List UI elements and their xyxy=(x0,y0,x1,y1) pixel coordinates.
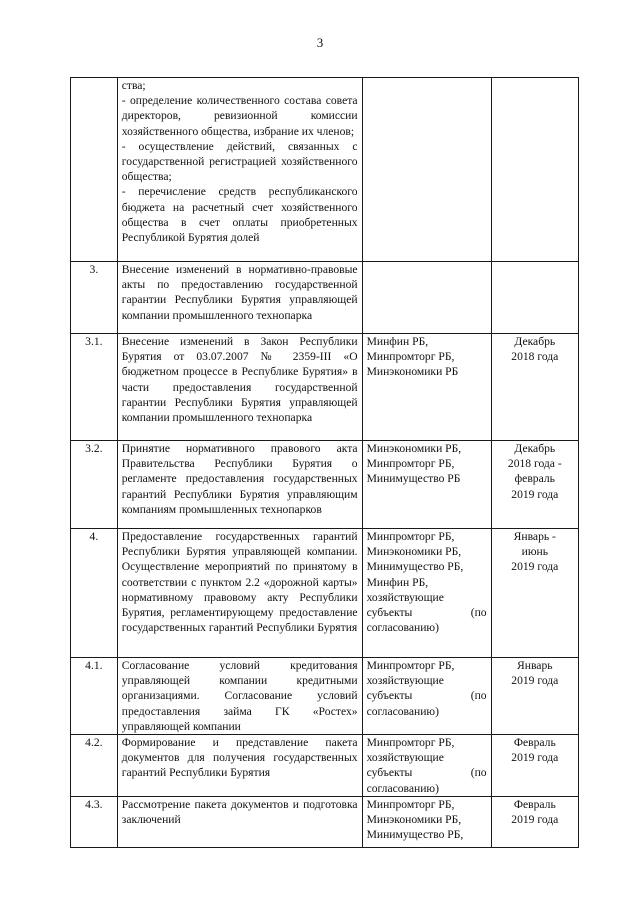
responsible-cell: Минпромторг РБ, Минэкономики РБ, Минимущество РБ, Минфин РБ, хозяйствующие субъекты (по согласованию) xyxy=(362,529,491,658)
table-row xyxy=(71,262,579,334)
action-cell: ства; - определение количественного состава совета директоров, ревизионной комиссии хозяйственного общества, избрание их членов; - осуществление действий, связанных с государственной регистрацией хозяйственного общества; - перечисление средств республиканского бюджета на расчетный счет хозяйственного общества в счет оплаты приобретенных Республикой Бурятия долей xyxy=(117,78,362,262)
action-cell: Предоставление государственных гарантий Республики Бурятия управляющей компании. Осуществление мероприятий по принятому в соответствии с пунктом 2.2 «дорожной карты» нормативному правовому акту Республики Бурятия, регламентирующему предоставление государственных гарантий Республики Бурятия xyxy=(117,529,362,658)
row-number: 4.2. xyxy=(71,735,118,797)
action-cell: Внесение изменений в Закон Республики Бурятия от 03.07.2007 № 2359-III «О бюджетном процессе в Республике Бурятия» в части предоставления государственной гарантии Республики Бурятия управляющей компании промышленного технопарка xyxy=(117,334,362,441)
action-cell: Формирование и представление пакета документов для получения государственных гарантий Республики Бурятия xyxy=(117,735,362,797)
deadline-cell: Декабрь 2018 года - февраль 2019 года xyxy=(491,441,578,529)
deadline-cell xyxy=(491,262,578,334)
action-cell: Внесение изменений в нормативно-правовые акты по предоставлению государственной гарантии Республики Бурятия управляющей компании промышленного технопарка xyxy=(117,262,362,334)
page-number: 3 xyxy=(316,35,324,50)
table-row xyxy=(71,529,579,658)
action-cell: Принятие нормативного правового акта Правительства Республики Бурятия о регламенте предоставления государственных гарантий Республики Бурятия управляющим компаниям промышленных технопарков xyxy=(117,441,362,529)
deadline-cell: Февраль 2019 года xyxy=(491,796,578,847)
row-number: 3.2. xyxy=(71,441,118,529)
responsible-cell: Минэкономики РБ, Минпромторг РБ, Минимущество РБ xyxy=(362,441,491,529)
deadline-cell xyxy=(491,78,578,262)
table-row xyxy=(71,658,579,735)
row-number xyxy=(71,78,118,262)
row-number: 4.1. xyxy=(71,658,118,735)
responsible-cell: Минпромторг РБ, хозяйствующие субъекты (по согласованию) xyxy=(362,658,491,735)
action-cell: Согласование условий кредитования управляющей компании кредитными организациями. Согласование условий предоставления займа ГК «Ростех» управляющей компании xyxy=(117,658,362,735)
row-number: 4. xyxy=(71,529,118,658)
responsible-cell xyxy=(362,262,491,334)
responsible-cell: Минфин РБ, Минпромторг РБ, Минэкономики РБ xyxy=(362,334,491,441)
responsible-cell xyxy=(362,78,491,262)
row-number: 3.1. xyxy=(71,334,118,441)
deadline-cell: Февраль 2019 года xyxy=(491,735,578,797)
row-number: 4.3. xyxy=(71,796,118,847)
deadline-cell: Январь - июнь 2019 года xyxy=(491,529,578,658)
deadline-cell: Декабрь 2018 года xyxy=(491,334,578,441)
row-number: 3. xyxy=(71,262,118,334)
table-row xyxy=(71,334,579,441)
deadline-cell: Январь 2019 года xyxy=(491,658,578,735)
table-row xyxy=(71,735,579,797)
responsible-cell: Минпромторг РБ, Минэкономики РБ, Минимущество РБ, xyxy=(362,796,491,847)
table-row xyxy=(71,441,579,529)
table-row xyxy=(71,796,579,847)
action-cell: Рассмотрение пакета документов и подготовка заключений xyxy=(117,796,362,847)
responsible-cell: Минпромторг РБ, хозяйствующие субъекты (по согласованию) xyxy=(362,735,491,797)
table-row xyxy=(71,78,579,262)
roadmap-table xyxy=(70,77,579,848)
